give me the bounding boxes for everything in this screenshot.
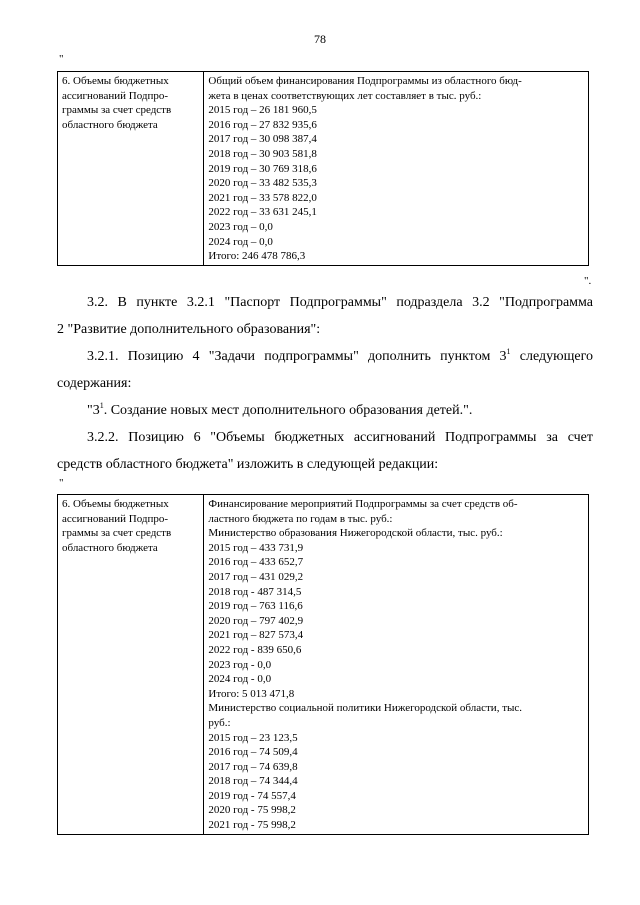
table1-right-line: жета в ценах соответствующих лет составляет в тыс. руб.:	[208, 89, 482, 102]
table2-right-line: 2016 год – 74 509,4	[208, 746, 298, 759]
table2-right-line: 2016 год – 433 652,7	[208, 556, 304, 569]
paragraph-3-2-1-line1	[57, 343, 593, 370]
table2-right-line: 2021 год - 75 998,2	[208, 819, 296, 832]
table1-right-line: 2021 год – 33 578 822,0	[208, 191, 317, 204]
table1-left-line: областного бюджета	[62, 118, 158, 131]
paragraph-3-2	[57, 289, 593, 343]
table2-right-line: Министерство социальной политики Нижегородской области, тыс.	[208, 702, 523, 715]
table1-right-line: 2015 год – 26 181 960,5	[208, 104, 317, 117]
table1-right-line: 2017 год – 30 098 387,4	[208, 133, 317, 146]
table2-right-line: 2018 год - 487 314,5	[208, 585, 302, 598]
table2-right-line: 2015 год – 23 123,5	[208, 731, 298, 744]
paragraph-3-2-1-text-b: следующего	[510, 349, 593, 364]
table2-left-line: ассигнований Подпро-	[62, 512, 169, 525]
paragraph-new-item-line	[57, 397, 593, 424]
table2-right-line: 2019 год - 74 557,4	[208, 789, 296, 802]
table2-right-line: 2024 год - 0,0	[208, 673, 272, 686]
table2-right-line: ластного бюджета по годам в тыс. руб.:	[208, 512, 393, 525]
page-number: 78	[314, 32, 326, 46]
new-item-text-a: "3	[87, 403, 100, 418]
table2-open-quote: "	[59, 477, 64, 489]
paragraph-3-2-2-line2: средств областного бюджета" изложить в следующей редакции:	[57, 457, 439, 472]
table1-right-line: Общий объем финансирования Подпрограммы из областного бюд-	[208, 75, 522, 87]
table1-right-line: 2023 год – 0,0	[208, 220, 273, 233]
table2-right-line: 2015 год – 433 731,9	[208, 541, 304, 554]
table2	[57, 494, 589, 835]
table2-right-line: 2017 год – 431 029,2	[208, 570, 304, 583]
table1-left-line: 6. Объемы бюджетных	[62, 75, 169, 87]
table1-right-line: 2019 год – 30 769 318,6	[208, 162, 317, 175]
table2-left-line: 6. Объемы бюджетных	[62, 498, 169, 510]
table2-row	[58, 495, 589, 835]
paragraph-3-2-1-line2: содержания:	[57, 376, 132, 391]
table2-right-line: Итого: 5 013 471,8	[208, 687, 295, 700]
table1-close-quote: ".	[584, 275, 592, 287]
table1-right-cell	[204, 72, 589, 266]
table1-right-line: 2024 год – 0,0	[208, 235, 273, 248]
table2-left-line: граммы за счет средств	[62, 527, 172, 540]
table1-right-line: 2022 год – 33 631 245,1	[208, 206, 317, 219]
table2-left-cell	[58, 495, 204, 835]
table2-right-line: 2018 год – 74 344,4	[208, 775, 298, 788]
table1-right-line: 2020 год – 33 482 535,3	[208, 177, 317, 190]
table2-right-line: 2021 год – 827 573,4	[208, 629, 304, 642]
table2-right-line: руб.:	[208, 716, 231, 729]
new-item-text-b: . Создание новых мест дополнительного образования детей.".	[103, 403, 473, 418]
table1-right-line: 2018 год – 30 903 581,8	[208, 147, 317, 160]
table2-right-line: Финансирование мероприятий Подпрограммы за счет средств об-	[208, 498, 518, 510]
paragraph-3-2-2	[57, 424, 593, 478]
table2-right-line: 2022 год - 839 650,6	[208, 643, 302, 656]
table1-left-cell	[58, 72, 204, 266]
table2-right-cell	[204, 495, 589, 835]
paragraph-3-2-2-line1: 3.2.2. Позицию 6 "Объемы бюджетных ассигнований Подпрограммы за счет	[87, 430, 593, 445]
table2-left-line: областного бюджета	[62, 541, 158, 554]
table2-right-line: 2020 год - 75 998,2	[208, 804, 296, 817]
table1-right-line: Итого: 246 478 786,3	[208, 250, 306, 263]
table2-right-line: 2020 год – 797 402,9	[208, 614, 304, 627]
paragraph-3-2-1	[57, 343, 593, 397]
paragraph-3-2-line2: 2 "Развитие дополнительного образования":	[57, 322, 321, 337]
paragraph-new-item	[57, 397, 593, 424]
table1-right-line: 2016 год – 27 832 935,6	[208, 118, 317, 131]
table2-right-line: 2019 год – 763 116,6	[208, 600, 303, 613]
table1	[57, 71, 589, 266]
paragraph-3-2-line1: 3.2. В пункте 3.2.1 "Паспорт Подпрограммы" подраздела 3.2 "Подпрограмма	[87, 295, 593, 310]
table2-right-line: 2023 год - 0,0	[208, 658, 272, 671]
superscript-1: 1	[506, 347, 511, 356]
table1-left-line: ассигнований Подпро-	[62, 89, 169, 102]
table2-right-line: 2017 год – 74 639,8	[208, 760, 298, 773]
superscript-1: 1	[99, 401, 104, 410]
table1-open-quote: "	[59, 53, 64, 65]
table1-left-line: граммы за счет средств	[62, 104, 172, 117]
table2-right-line: Министерство образования Нижегородской области, тыс. руб.:	[208, 527, 503, 540]
table1-row	[58, 72, 589, 266]
paragraph-3-2-1-text-a: 3.2.1. Позицию 4 "Задачи подпрограммы" дополнить пунктом 3	[87, 349, 507, 364]
